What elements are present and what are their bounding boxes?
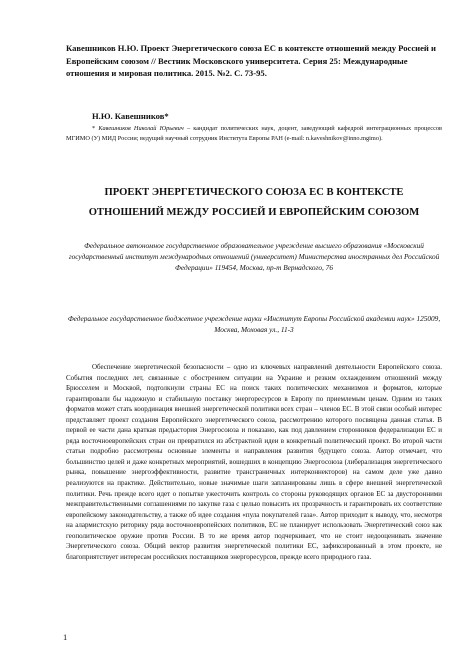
footnote-marker: *: [92, 125, 96, 132]
author-footnote: [66, 124, 442, 144]
affiliation-mgimo: Федеральное автономное государственное образовательное учреждение высшего образования «Московский государственный институт международных отношений (университет) Министерства иностранных дел Российской Федерации» 119454, Москва, пр-т Вернадского, 76: [68, 241, 440, 273]
abstract-paragraph: Обеспечение энергетической безопасности – одно из ключевых направлений деятельности Европейского союза. События последних лет, связанные с обострением ситуации на Украине и резким охлаждением отношений между Брюсселем и Москвой, подтолкнули страны ЕС на поиск таких политических механизмов и форматов, которые гарантировали бы надежную и стабильную поставку энергоресурсов в Европу по приемлемым ценам. Одним из таких форматов может стать координация внешней энергетической политики всех стран – членов ЕС. В этой связи особый интерес представляет проект создания Европейского энергетического союза, рассмотрению которого посвящена данная статья. В первой ее части дана краткая предыстория Энергосоюза и показано, как под давлением сторонников федерализации ЕС и ряда восточноевропейских стран он превратился из абстрактной идеи в конкретный политический проект. Во второй части статьи подробно рассмотрены основные элементы и направления развития будущего союза. Автор отмечает, что большинство целей и даже конкретных мероприятий, вошедших в концепцию Энергосоюза (либерализация энергетического рынка, повышение энергоэффективности, развитие трансграничных интерконнекторов) на самом деле уже давно реализуются на практике. Действительно, новые значимые шаги запланированы лишь в сфере внешней энергетической политики. Речь прежде всего идет о попытке ужесточить контроль со стороны руководящих органов ЕС за двусторонними межправительственными соглашениями по закупке газа с целью повысить их прозрачность и гарантировать их соответствие европейскому законодательству, а также об идее создания «пула покупателей газа». Автор приходит к выводу, что, несмотря на алармистскую риторику ряда восточноевропейских политиков, ЕС не планирует использовать Энергетический союз как геополитическое оружие против России. В то же время автор подчеркивает, что не стоит недооценивать значение Энергетического союза. Общий вектор развития энергетической политики ЕС, зафиксированный в этом проекте, не благоприятствует интересам российских поставщиков энергоресурсов, прежде всего природного газа.: [66, 363, 442, 561]
affiliation-institute-of-europe: Федеральное государственное бюджетное учреждение науки «Институт Европы Российской академии наук» 125009, Москва, Моховая ул., 11-3: [67, 314, 441, 335]
author-name: Н.Ю. Кавешников*: [92, 111, 169, 121]
footnote-text: – кандидат политических наук, доцент, заведующий кафедрой интеграционных процессов МГИМО (У) МИД России; ведущий научный сотрудник Института Европы РАН (e-mail: n.kaveshnikov@inno.mgimo).: [66, 125, 443, 143]
citation-reference: Кавешников Н.Ю. Проект Энергетического союза ЕС в контексте отношений между Россией и Европейским союзом // Вестник Московского университета. Серия 25: Международные отношения и мировая политика. 2015. №2. С. 73-95.: [66, 43, 436, 79]
article-title: ПРОЕКТ ЭНЕРГЕТИЧЕСКОГО СОЮЗА ЕС В КОНТЕКСТЕ ОТНОШЕНИЙ МЕЖДУ РОССИЕЙ И ЕВРОПЕЙСКИМ СОЮЗОМ: [88, 187, 420, 218]
page-number: 1: [63, 632, 68, 642]
footnote-author-name: Кавешников Николай Юрьевич: [98, 125, 184, 132]
